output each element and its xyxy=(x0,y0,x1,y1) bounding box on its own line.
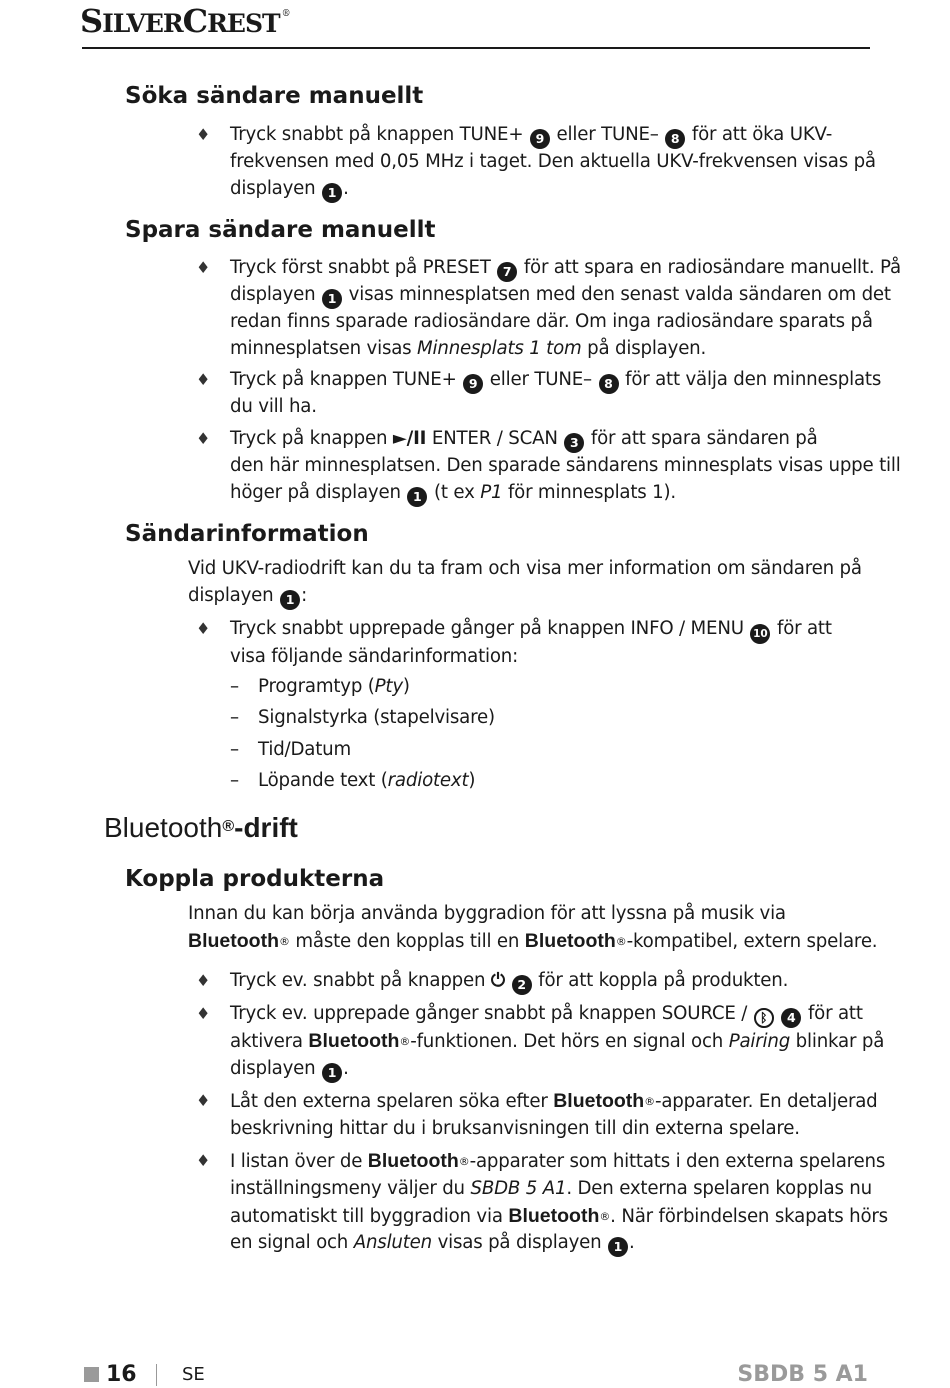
list-item-text: Låt den externa spelaren söka efter Bluetooth®-apparater. En detaljerad beskrivning hittar du i bruksanvisningen till din externa spelare. xyxy=(230,1090,878,1139)
page-number: 16 xyxy=(106,1362,137,1387)
power-icon: ⏻ xyxy=(490,970,506,991)
bullet-icon: ♦ xyxy=(196,429,211,448)
bullet-icon: ♦ xyxy=(196,370,211,389)
footer-square-icon xyxy=(84,1367,99,1382)
ref-number: 2 xyxy=(512,975,532,995)
ref-number: 7 xyxy=(497,262,517,282)
model-number: SBDB 5 A1 xyxy=(737,1362,868,1387)
ref-number: 1 xyxy=(608,1237,628,1257)
footer-divider xyxy=(156,1364,157,1386)
ref-number: 1 xyxy=(280,590,300,610)
ref-number: 1 xyxy=(322,1063,342,1083)
language-code: SE xyxy=(182,1364,205,1385)
heading-spara-sandare: Spara sändare manuellt xyxy=(125,217,436,243)
list-item-text: Tryck snabbt upprepade gånger på knappen INFO / MENU 10 för att visa följande sändarinformation: xyxy=(230,618,832,667)
ref-number: 9 xyxy=(463,374,483,394)
list-item-text: Tryck först snabbt på PRESET 7 för att spara en radiosändare manuellt. På displayen 1 visas minnesplatsen med den senast valda sändaren om det redan finns sparade radiosändare där. Om inga radiosändare sparats på minnesplatsen visas Minnesplats 1 tom på displayen. xyxy=(230,257,901,359)
bullet-icon: ♦ xyxy=(196,1004,211,1023)
heading-soka-sandare: Söka sändare manuellt xyxy=(125,83,424,109)
ref-number: 3 xyxy=(564,433,584,453)
ref-number: 1 xyxy=(322,183,342,203)
paragraph: Vid UKV-radiodrift kan du ta fram och visa mer information om sändaren på displayen 1 : xyxy=(188,556,862,610)
ref-number: 1 xyxy=(407,487,427,507)
paragraph: Innan du kan börja använda byggradion för att lyssna på musik via Bluetooth® måste den kopplas till en Bluetooth®-kompatibel, extern spelare. xyxy=(188,903,878,952)
bullet-icon: ♦ xyxy=(196,619,211,638)
list-item-text: I listan över de Bluetooth®-apparater som hittats i den externa spelarens inställningsmeny väljer du SBDB 5 A1. Den externa spelaren kopplas nu automatiskt till byggradion via Bluetooth®. När förbindelsen skapats hörs en signal och Ansluten visas på displayen 1 . xyxy=(230,1148,888,1257)
heading-sandarinformation: Sändarinformation xyxy=(125,521,369,547)
play-pause-icon: ►/II xyxy=(392,428,427,449)
heading-koppla-produkterna: Koppla produkterna xyxy=(125,866,385,892)
list-item-text: Tryck ev. snabbt på knappen ⏻ 2 för att koppla på produkten. xyxy=(230,968,788,995)
header-rule xyxy=(82,47,870,49)
bluetooth-icon: ᛒ xyxy=(754,1008,774,1028)
brand-logo: SILVERCREST ® xyxy=(80,2,290,40)
heading-bluetooth-drift: Bluetooth®-drift xyxy=(104,812,298,843)
ref-number: 9 xyxy=(530,129,550,149)
bullet-icon: ♦ xyxy=(196,1091,211,1110)
list-item-text: Tryck på knappen TUNE+ 9 eller TUNE– 8 för att välja den minnesplats du vill ha. xyxy=(230,369,882,417)
ref-number: 1 xyxy=(322,289,342,309)
bullet-icon: ♦ xyxy=(196,971,211,990)
ref-number: 8 xyxy=(599,374,619,394)
bullet-icon: ♦ xyxy=(196,125,211,144)
bullet-icon: ♦ xyxy=(196,1151,211,1170)
ref-number: 10 xyxy=(750,624,770,644)
list-item-text: Tryck på knappen ►/II ENTER / SCAN 3 för att spara sändaren på den här minnesplatsen. Den sparade sändarens minnesplats visas uppe till höger på displayen 1 (t ex P1 för minnesplats 1). xyxy=(230,426,901,507)
bullet-icon: ♦ xyxy=(196,258,211,277)
ref-number: 8 xyxy=(665,129,685,149)
list-item-text: Tryck ev. upprepade gånger snabbt på knappen SOURCE / ᛒ 4 för att aktivera Bluetooth®-funktionen. Det hörs en signal och Pairing blinkar på displayen 1 . xyxy=(230,1001,884,1083)
list-item-text: Tryck snabbt på knappen TUNE+ 9 eller TUNE– 8 för att öka UKV- frekvensen med 0,05 MHz i taget. Den aktuella UKV-frekvensen visas på displayen 1 . xyxy=(230,122,876,203)
ref-number: 4 xyxy=(781,1008,801,1028)
